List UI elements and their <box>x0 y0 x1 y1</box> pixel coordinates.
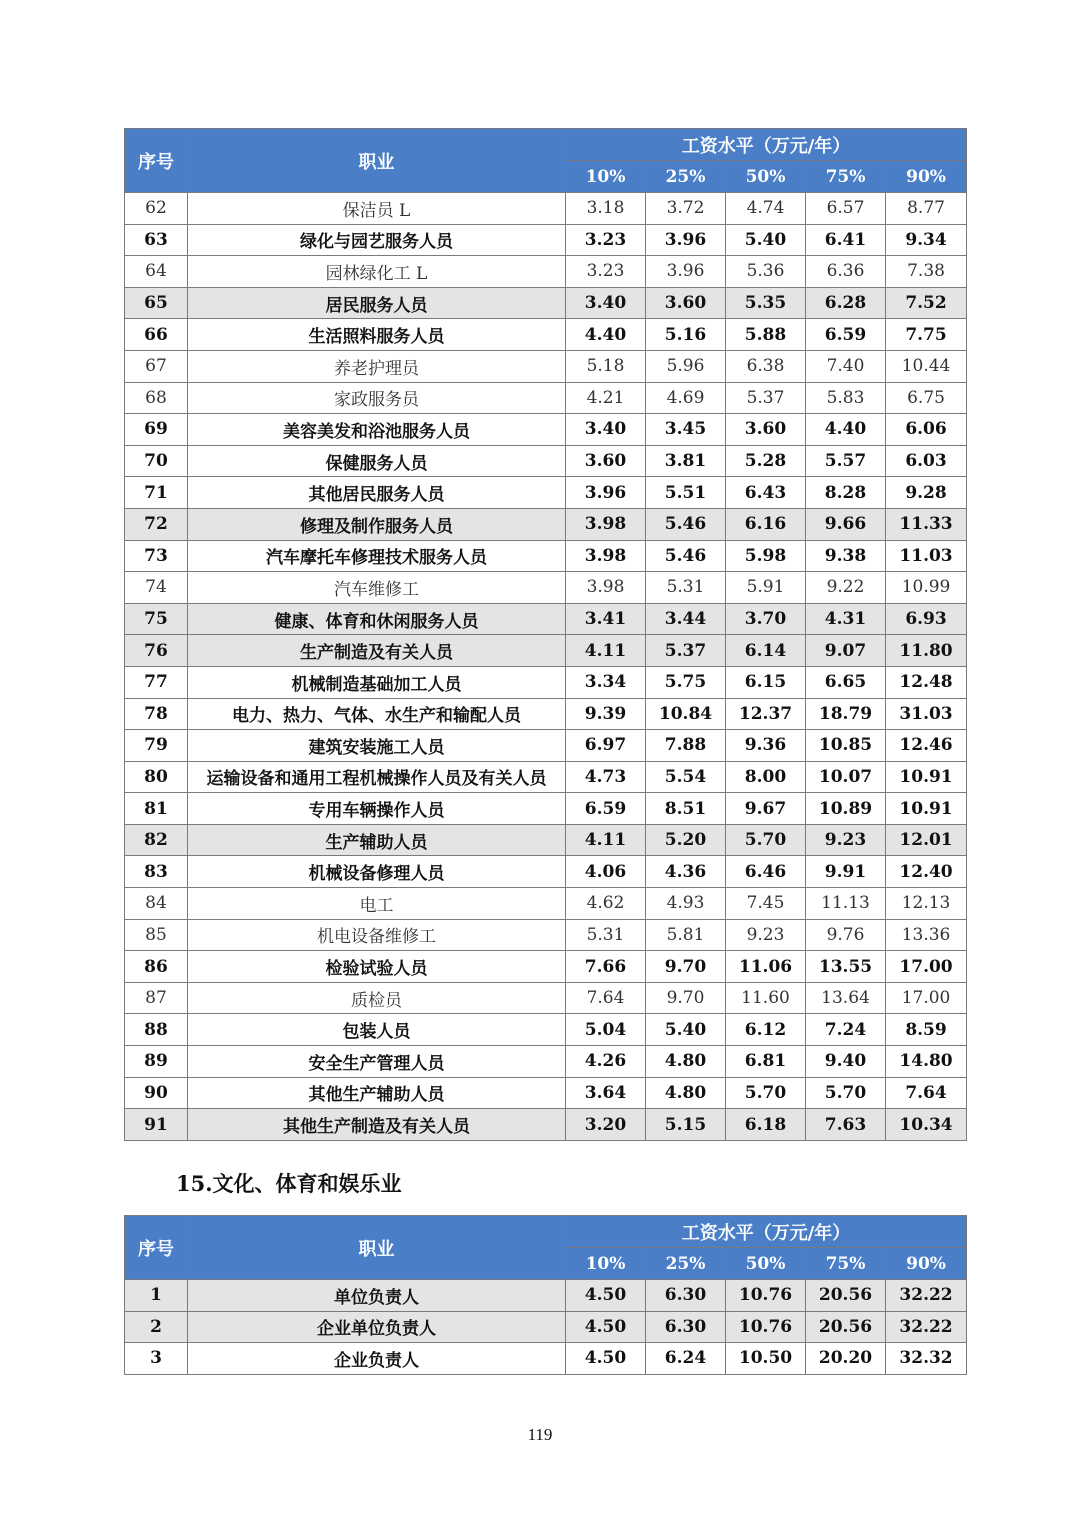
table-row <box>125 414 967 446</box>
row-value-p25: 3.44 <box>646 603 726 635</box>
row-value-p10: 7.64 <box>566 982 646 1014</box>
row-value-p25: 5.96 <box>646 350 726 382</box>
row-value-p50: 6.18 <box>726 1109 806 1141</box>
row-occupation: 电工 <box>188 888 566 920</box>
row-occupation: 生产制造及有关人员 <box>188 635 566 667</box>
row-value-p50: 9.67 <box>726 793 806 825</box>
row-value-p50: 5.91 <box>726 572 806 604</box>
row-value-p10: 6.97 <box>566 730 646 762</box>
row-occupation: 保健服务人员 <box>188 445 566 477</box>
header-occupation: 职业 <box>188 1216 566 1280</box>
table-row <box>125 382 967 414</box>
row-value-p90: 6.93 <box>886 603 967 635</box>
row-value-p25: 5.15 <box>646 1109 726 1141</box>
row-value-p90: 17.00 <box>886 951 967 983</box>
header-p90: 90% <box>886 161 967 193</box>
table-row <box>125 856 967 888</box>
row-value-p25: 7.88 <box>646 730 726 762</box>
header-p25: 25% <box>646 161 726 193</box>
row-value-p50: 5.36 <box>726 256 806 288</box>
row-value-p90: 6.75 <box>886 382 967 414</box>
row-occupation: 生活照料服务人员 <box>188 319 566 351</box>
header-seq: 序号 <box>125 129 188 193</box>
row-value-p10: 4.50 <box>566 1343 646 1375</box>
row-value-p50: 5.70 <box>726 824 806 856</box>
section-title: 15.文化、体育和娱乐业 <box>176 1171 402 1196</box>
row-value-p25: 4.93 <box>646 888 726 920</box>
row-seq: 64 <box>125 256 188 288</box>
row-value-p25: 4.80 <box>646 1046 726 1078</box>
row-value-p50: 5.37 <box>726 382 806 414</box>
row-value-p90: 11.33 <box>886 508 967 540</box>
row-value-p50: 5.28 <box>726 445 806 477</box>
row-occupation: 包装人员 <box>188 1014 566 1046</box>
row-seq: 1 <box>125 1280 188 1312</box>
row-value-p10: 3.60 <box>566 445 646 477</box>
row-occupation: 检验试验人员 <box>188 951 566 983</box>
row-value-p25: 5.40 <box>646 1014 726 1046</box>
header-p25: 25% <box>646 1248 726 1280</box>
row-value-p90: 12.40 <box>886 856 967 888</box>
row-value-p90: 7.52 <box>886 287 967 319</box>
row-value-p10: 3.40 <box>566 414 646 446</box>
row-seq: 78 <box>125 698 188 730</box>
row-value-p10: 4.73 <box>566 761 646 793</box>
row-value-p90: 14.80 <box>886 1046 967 1078</box>
row-value-p90: 12.46 <box>886 730 967 762</box>
row-value-p75: 10.85 <box>806 730 886 762</box>
table-row <box>125 730 967 762</box>
row-value-p50: 5.98 <box>726 540 806 572</box>
row-value-p75: 7.40 <box>806 350 886 382</box>
header-p90: 90% <box>886 1248 967 1280</box>
row-occupation: 机械制造基础加工人员 <box>188 666 566 698</box>
row-occupation: 专用车辆操作人员 <box>188 793 566 825</box>
row-value-p50: 9.36 <box>726 730 806 762</box>
row-value-p90: 9.28 <box>886 477 967 509</box>
row-value-p75: 5.83 <box>806 382 886 414</box>
row-value-p50: 9.23 <box>726 919 806 951</box>
row-value-p90: 17.00 <box>886 982 967 1014</box>
row-value-p10: 5.04 <box>566 1014 646 1046</box>
table-row <box>125 1014 967 1046</box>
row-value-p75: 10.89 <box>806 793 886 825</box>
row-value-p25: 3.60 <box>646 287 726 319</box>
row-value-p10: 7.66 <box>566 951 646 983</box>
row-value-p90: 12.48 <box>886 666 967 698</box>
row-occupation: 企业单位负责人 <box>188 1311 566 1343</box>
row-occupation: 安全生产管理人员 <box>188 1046 566 1078</box>
table-row <box>125 477 967 509</box>
row-value-p25: 4.69 <box>646 382 726 414</box>
row-value-p75: 4.40 <box>806 414 886 446</box>
row-value-p75: 9.91 <box>806 856 886 888</box>
row-seq: 75 <box>125 603 188 635</box>
row-occupation: 运输设备和通用工程机械操作人员及有关人员 <box>188 761 566 793</box>
header-p50: 50% <box>726 1248 806 1280</box>
row-seq: 70 <box>125 445 188 477</box>
row-value-p50: 6.46 <box>726 856 806 888</box>
row-occupation: 生产辅助人员 <box>188 824 566 856</box>
row-value-p25: 3.45 <box>646 414 726 446</box>
row-seq: 3 <box>125 1343 188 1375</box>
row-value-p90: 7.38 <box>886 256 967 288</box>
row-value-p25: 8.51 <box>646 793 726 825</box>
row-value-p10: 3.18 <box>566 193 646 225</box>
row-value-p75: 9.76 <box>806 919 886 951</box>
row-value-p90: 32.22 <box>886 1280 967 1312</box>
row-value-p75: 5.57 <box>806 445 886 477</box>
table-row <box>125 1343 967 1375</box>
table-row <box>125 824 967 856</box>
table-row <box>125 888 967 920</box>
row-seq: 88 <box>125 1014 188 1046</box>
row-value-p50: 4.74 <box>726 193 806 225</box>
row-value-p75: 18.79 <box>806 698 886 730</box>
row-value-p10: 3.41 <box>566 603 646 635</box>
table-row <box>125 540 967 572</box>
table-row <box>125 603 967 635</box>
row-value-p90: 8.59 <box>886 1014 967 1046</box>
row-value-p90: 32.22 <box>886 1311 967 1343</box>
row-value-p25: 5.37 <box>646 635 726 667</box>
row-value-p10: 3.40 <box>566 287 646 319</box>
row-seq: 68 <box>125 382 188 414</box>
row-value-p50: 12.37 <box>726 698 806 730</box>
row-value-p10: 4.21 <box>566 382 646 414</box>
row-value-p50: 5.40 <box>726 224 806 256</box>
table-row <box>125 350 967 382</box>
table-row <box>125 1046 967 1078</box>
row-value-p10: 4.62 <box>566 888 646 920</box>
row-value-p25: 6.24 <box>646 1343 726 1375</box>
row-seq: 65 <box>125 287 188 319</box>
row-value-p75: 9.40 <box>806 1046 886 1078</box>
row-value-p25: 3.96 <box>646 256 726 288</box>
row-value-p50: 10.50 <box>726 1343 806 1375</box>
header-wage-level: 工资水平（万元/年） <box>566 129 967 161</box>
row-seq: 73 <box>125 540 188 572</box>
row-value-p25: 5.81 <box>646 919 726 951</box>
row-value-p75: 20.20 <box>806 1343 886 1375</box>
table-row <box>125 982 967 1014</box>
table-row <box>125 666 967 698</box>
table-row <box>125 761 967 793</box>
row-seq: 87 <box>125 982 188 1014</box>
row-value-p10: 3.98 <box>566 572 646 604</box>
row-value-p75: 7.63 <box>806 1109 886 1141</box>
row-occupation: 养老护理员 <box>188 350 566 382</box>
row-occupation: 居民服务人员 <box>188 287 566 319</box>
row-value-p10: 3.23 <box>566 224 646 256</box>
row-value-p90: 12.01 <box>886 824 967 856</box>
row-value-p10: 3.98 <box>566 540 646 572</box>
row-value-p50: 6.16 <box>726 508 806 540</box>
row-value-p10: 4.06 <box>566 856 646 888</box>
row-value-p75: 9.07 <box>806 635 886 667</box>
table-body <box>125 193 967 1141</box>
row-value-p10: 4.50 <box>566 1311 646 1343</box>
row-value-p25: 5.75 <box>646 666 726 698</box>
row-value-p75: 13.64 <box>806 982 886 1014</box>
row-value-p25: 3.81 <box>646 445 726 477</box>
row-value-p75: 4.31 <box>806 603 886 635</box>
row-value-p90: 10.91 <box>886 793 967 825</box>
row-occupation: 电力、热力、气体、水生产和输配人员 <box>188 698 566 730</box>
row-value-p50: 5.35 <box>726 287 806 319</box>
row-value-p50: 8.00 <box>726 761 806 793</box>
row-seq: 83 <box>125 856 188 888</box>
row-value-p90: 10.99 <box>886 572 967 604</box>
row-value-p25: 5.31 <box>646 572 726 604</box>
row-value-p10: 5.18 <box>566 350 646 382</box>
row-value-p50: 5.88 <box>726 319 806 351</box>
row-seq: 2 <box>125 1311 188 1343</box>
row-value-p50: 6.14 <box>726 635 806 667</box>
row-value-p75: 6.36 <box>806 256 886 288</box>
section-wage-table <box>124 1215 967 1375</box>
row-value-p50: 10.76 <box>726 1280 806 1312</box>
row-value-p25: 9.70 <box>646 982 726 1014</box>
row-value-p10: 9.39 <box>566 698 646 730</box>
row-occupation: 其他生产辅助人员 <box>188 1077 566 1109</box>
row-value-p50: 3.70 <box>726 603 806 635</box>
wage-table <box>124 128 967 1141</box>
row-value-p25: 5.51 <box>646 477 726 509</box>
row-seq: 67 <box>125 350 188 382</box>
row-value-p50: 10.76 <box>726 1311 806 1343</box>
row-value-p25: 4.36 <box>646 856 726 888</box>
row-value-p10: 3.98 <box>566 508 646 540</box>
table-row <box>125 793 967 825</box>
row-occupation: 绿化与园艺服务人员 <box>188 224 566 256</box>
row-value-p50: 3.60 <box>726 414 806 446</box>
row-occupation: 建筑安装施工人员 <box>188 730 566 762</box>
header-seq: 序号 <box>125 1216 188 1280</box>
row-value-p10: 4.11 <box>566 635 646 667</box>
row-value-p75: 13.55 <box>806 951 886 983</box>
row-value-p25: 3.96 <box>646 224 726 256</box>
table-row <box>125 224 967 256</box>
row-value-p90: 6.06 <box>886 414 967 446</box>
row-seq: 79 <box>125 730 188 762</box>
row-value-p50: 6.15 <box>726 666 806 698</box>
row-seq: 72 <box>125 508 188 540</box>
row-value-p75: 10.07 <box>806 761 886 793</box>
row-seq: 69 <box>125 414 188 446</box>
row-value-p10: 3.96 <box>566 477 646 509</box>
table-row <box>125 193 967 225</box>
row-value-p90: 11.80 <box>886 635 967 667</box>
row-value-p50: 7.45 <box>726 888 806 920</box>
row-value-p75: 9.66 <box>806 508 886 540</box>
row-value-p75: 11.13 <box>806 888 886 920</box>
row-value-p10: 4.26 <box>566 1046 646 1078</box>
row-value-p25: 3.72 <box>646 193 726 225</box>
row-value-p75: 6.28 <box>806 287 886 319</box>
row-seq: 77 <box>125 666 188 698</box>
row-value-p10: 4.50 <box>566 1280 646 1312</box>
row-value-p90: 13.36 <box>886 919 967 951</box>
row-occupation: 单位负责人 <box>188 1280 566 1312</box>
row-occupation: 机电设备维修工 <box>188 919 566 951</box>
row-value-p10: 3.20 <box>566 1109 646 1141</box>
row-seq: 62 <box>125 193 188 225</box>
row-value-p75: 9.22 <box>806 572 886 604</box>
row-occupation: 其他生产制造及有关人员 <box>188 1109 566 1141</box>
row-value-p25: 5.16 <box>646 319 726 351</box>
row-occupation: 汽车摩托车修理技术服务人员 <box>188 540 566 572</box>
row-value-p90: 6.03 <box>886 445 967 477</box>
table-row <box>125 319 967 351</box>
row-occupation: 美容美发和浴池服务人员 <box>188 414 566 446</box>
row-value-p90: 32.32 <box>886 1343 967 1375</box>
row-value-p75: 6.41 <box>806 224 886 256</box>
row-value-p90: 12.13 <box>886 888 967 920</box>
row-seq: 80 <box>125 761 188 793</box>
row-seq: 74 <box>125 572 188 604</box>
header-p75: 75% <box>806 161 886 193</box>
row-value-p25: 10.84 <box>646 698 726 730</box>
row-value-p25: 4.80 <box>646 1077 726 1109</box>
table-row <box>125 1280 967 1312</box>
row-value-p50: 6.12 <box>726 1014 806 1046</box>
row-value-p90: 31.03 <box>886 698 967 730</box>
header-wage-level: 工资水平（万元/年） <box>566 1216 967 1248</box>
row-seq: 66 <box>125 319 188 351</box>
table-row <box>125 698 967 730</box>
header-occupation: 职业 <box>188 129 566 193</box>
table-row <box>125 287 967 319</box>
table-row <box>125 635 967 667</box>
row-value-p10: 5.31 <box>566 919 646 951</box>
row-seq: 63 <box>125 224 188 256</box>
row-value-p25: 9.70 <box>646 951 726 983</box>
row-value-p90: 7.75 <box>886 319 967 351</box>
table-row <box>125 256 967 288</box>
row-value-p75: 6.57 <box>806 193 886 225</box>
row-seq: 76 <box>125 635 188 667</box>
row-occupation: 其他居民服务人员 <box>188 477 566 509</box>
row-value-p25: 6.30 <box>646 1311 726 1343</box>
row-value-p75: 9.38 <box>806 540 886 572</box>
page-number: 119 <box>527 1425 553 1444</box>
row-occupation: 健康、体育和休闲服务人员 <box>188 603 566 635</box>
row-seq: 86 <box>125 951 188 983</box>
row-value-p10: 4.11 <box>566 824 646 856</box>
row-value-p10: 3.23 <box>566 256 646 288</box>
row-value-p50: 6.38 <box>726 350 806 382</box>
row-value-p75: 9.23 <box>806 824 886 856</box>
table-row <box>125 951 967 983</box>
row-value-p50: 6.81 <box>726 1046 806 1078</box>
row-occupation: 保洁员 L <box>188 193 566 225</box>
row-value-p50: 6.43 <box>726 477 806 509</box>
row-seq: 90 <box>125 1077 188 1109</box>
header-p10: 10% <box>566 161 646 193</box>
row-seq: 91 <box>125 1109 188 1141</box>
table-row <box>125 445 967 477</box>
header-p50: 50% <box>726 161 806 193</box>
row-seq: 81 <box>125 793 188 825</box>
table-row <box>125 919 967 951</box>
header-p75: 75% <box>806 1248 886 1280</box>
row-value-p10: 3.34 <box>566 666 646 698</box>
row-value-p90: 11.03 <box>886 540 967 572</box>
row-seq: 84 <box>125 888 188 920</box>
row-value-p75: 20.56 <box>806 1311 886 1343</box>
row-seq: 89 <box>125 1046 188 1078</box>
row-occupation: 企业负责人 <box>188 1343 566 1375</box>
row-value-p90: 7.64 <box>886 1077 967 1109</box>
table-row <box>125 572 967 604</box>
row-value-p75: 6.65 <box>806 666 886 698</box>
row-value-p10: 6.59 <box>566 793 646 825</box>
row-occupation: 家政服务员 <box>188 382 566 414</box>
row-occupation: 汽车维修工 <box>188 572 566 604</box>
row-value-p90: 8.77 <box>886 193 967 225</box>
row-seq: 85 <box>125 919 188 951</box>
row-value-p75: 5.70 <box>806 1077 886 1109</box>
table-row <box>125 1109 967 1141</box>
row-value-p75: 6.59 <box>806 319 886 351</box>
row-value-p90: 10.44 <box>886 350 967 382</box>
row-value-p25: 5.54 <box>646 761 726 793</box>
table-row <box>125 508 967 540</box>
table-row <box>125 1311 967 1343</box>
row-occupation: 园林绿化工 L <box>188 256 566 288</box>
row-value-p25: 6.30 <box>646 1280 726 1312</box>
row-value-p10: 3.64 <box>566 1077 646 1109</box>
row-value-p90: 9.34 <box>886 224 967 256</box>
row-occupation: 修理及制作服务人员 <box>188 508 566 540</box>
row-value-p75: 20.56 <box>806 1280 886 1312</box>
row-value-p50: 11.60 <box>726 982 806 1014</box>
row-occupation: 质检员 <box>188 982 566 1014</box>
row-value-p50: 11.06 <box>726 951 806 983</box>
row-value-p75: 8.28 <box>806 477 886 509</box>
table-body <box>125 1280 967 1375</box>
row-seq: 82 <box>125 824 188 856</box>
row-value-p90: 10.34 <box>886 1109 967 1141</box>
row-value-p90: 10.91 <box>886 761 967 793</box>
row-value-p25: 5.46 <box>646 508 726 540</box>
row-value-p10: 4.40 <box>566 319 646 351</box>
row-value-p50: 5.70 <box>726 1077 806 1109</box>
row-occupation: 机械设备修理人员 <box>188 856 566 888</box>
row-value-p25: 5.20 <box>646 824 726 856</box>
row-value-p75: 7.24 <box>806 1014 886 1046</box>
header-p10: 10% <box>566 1248 646 1280</box>
row-value-p25: 5.46 <box>646 540 726 572</box>
table-row <box>125 1077 967 1109</box>
row-seq: 71 <box>125 477 188 509</box>
